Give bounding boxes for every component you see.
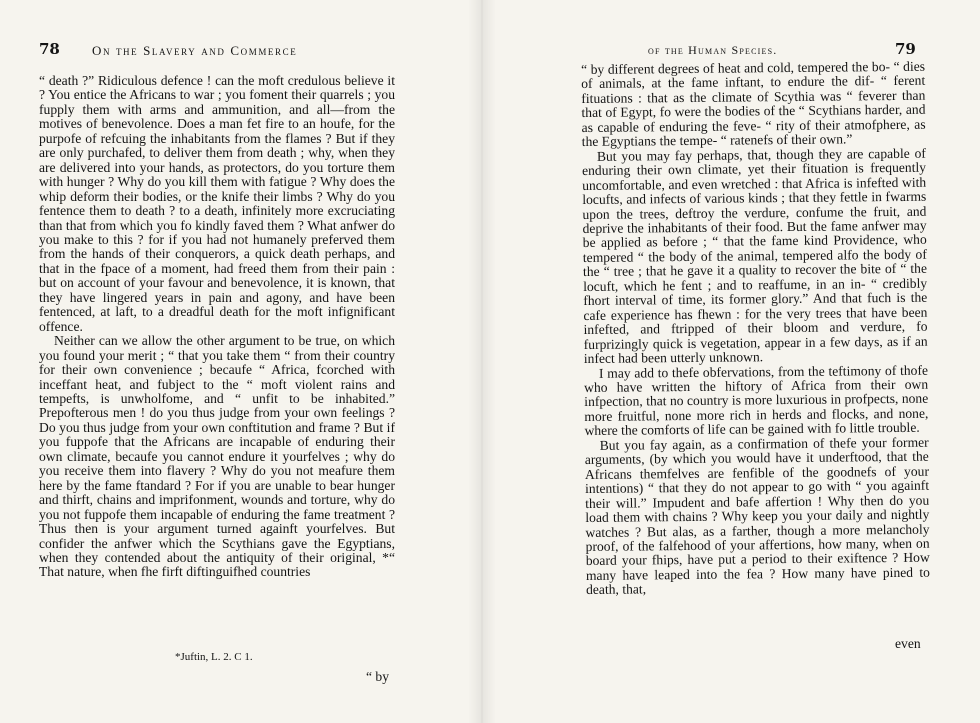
paragraph: Neither can we allow the other argument to be true, on which you found your merit ; “ that you take them “ from their country for their own convenience ; becaufe “ Africa, fcorched with inceffant heat, and fubject to the “ moft violent rains and tempefts, is unwholfome, and “ unfit to be inhabited.” Prepofterous men ! do you thus judge from your own feelings ? Do you thus judge from your own conftitution and frame ? But if you fuppofe that the Africans are incapable of enduring their own climate, becaufe you cannot endure it yourfelves ; why do you receive them into flavery ? Why do you not meafure them here by the fame ftandard ? For if you are unable to bear hunger and thirft, chains and imprifonment, wounds and torture, why do you not fuppofe them incapable of enduring the fame treatment ? Thus then is your argument turned againft yourfelves. But confider the anfwer which the Scythians gave the Egyptians, when they contended about the antiquity of their original, *“ That nature, when fhe firft diftinguifhed countries (39, 333, 395, 580)
paragraph: But you may fay perhaps, that, though they are capable of enduring their own climate, yet their fituation is frequently uncomfortable, and even wretched : that Africa is infefted with locufts, and infects of various kinds ; that they fettle in fwarms upon the trees, deftroy the verdure, confume the fruit, and deprive the inhabitants of their food. But the fame anfwer may be applied as before ; “ that the fame kind Providence, who tempered “ the body of the animal, tempered alfo the body of the “ tree ; that he gave it a quality to recover the bite of “ the locuft, which he fent ; and to reaffume, in an in- “ credibly fhort interval of time, its former glory.” And that fuch is the cafe experience has fhewn : for the very trees that have been infefted, and ftripped of their bloom and verdure, fo furprizingly quick is vegetation, appear in a few days, as if an infect had been utterly unknown. (581, 145, 928, 367)
catchword: even (895, 636, 921, 651)
footnote: *Juftin, L. 2. C 1. (175, 651, 253, 663)
left-page-text (39, 74, 395, 580)
right-running-head: of the Human Species. (648, 43, 778, 57)
catchword: “ by (366, 669, 390, 684)
right-page-number: 79 (895, 40, 916, 58)
left-running-head: On the Slavery and Commerce (92, 43, 298, 58)
left-page-number: 78 (39, 40, 60, 58)
paragraph: “ death ?” Ridiculous defence ! can the moft credulous believe it ? You entice the Africans to war ; you foment their quarrels ; you fupply them with arms and ammunition, and all—from the motives of benevolence. Does a man fet fire to an houfe, for the purpofe of refcuing the inhabitants from the flames ? But if they are only purchafed, to deliver them from death ; why, when they are delivered into your hands, as protectors, do you torture them with hunger ? Why do you kill them with fatigue ? Why does the whip deform their bodies, or the knife their limbs ? Why do you fentence them to death ? to a death, infinitely more excruciating than that from which you fo kindly faved them ? What anfwer do you make to this ? for if you had not humanely preferved them from the hands of their conquerors, a quick death perhaps, and that in the fpace of a moment, had freed them from their pain : but on account of your favour and benevolence, it is known, that they have lingered years in pain and agony, and have been fentenced, at laft, to a dreadful death for the moft infignificant offence. (39, 73, 395, 334)
paragraph: “ by different degrees of heat and cold, tempered the bo- “ dies of animals, at the fame inftant, to endure the dif- “ ferent fituations : that as the climate of Scythia was “ feverer than that of Egypt, fo were the bodies of the “ Scythians harder, and as capable of enduring the feve- “ rity of their atmofphere, as the Egyptians the tempe- “ ratenefs of their own.” (580, 58, 926, 150)
paragraph: But you fay again, as a confirmation of thefe your former arguments, (by which you would have it underftood, that the Africans themfelves are fenfible of the goodnefs of your intentions) “ that they do not appear to go with “ you againft their will.” Impudent and bafe affertion ! Why then do you load them with chains ? Why keep you your daily and nightly watches ? But alas, as a farther, though a more melancholy proof, of the falfehood of your affertions, how many, when on board your fhips, have put a period to their exiftence ? How many have leaped into the fea ? How many have pined to death, that, (584, 434, 930, 598)
paragraph: I may add to thefe obfervations, from the teftimony of thofe who have written the hiftory of Africa from their own infpection, that no country is more luxurious in profpects, none more fruitful, none more rich in herds and flocks, and none, where the comforts of life can be gained with fo little trouble. (584, 362, 929, 439)
right-page-text (581, 60, 930, 598)
right-page (490, 0, 980, 723)
left-page (0, 0, 470, 723)
